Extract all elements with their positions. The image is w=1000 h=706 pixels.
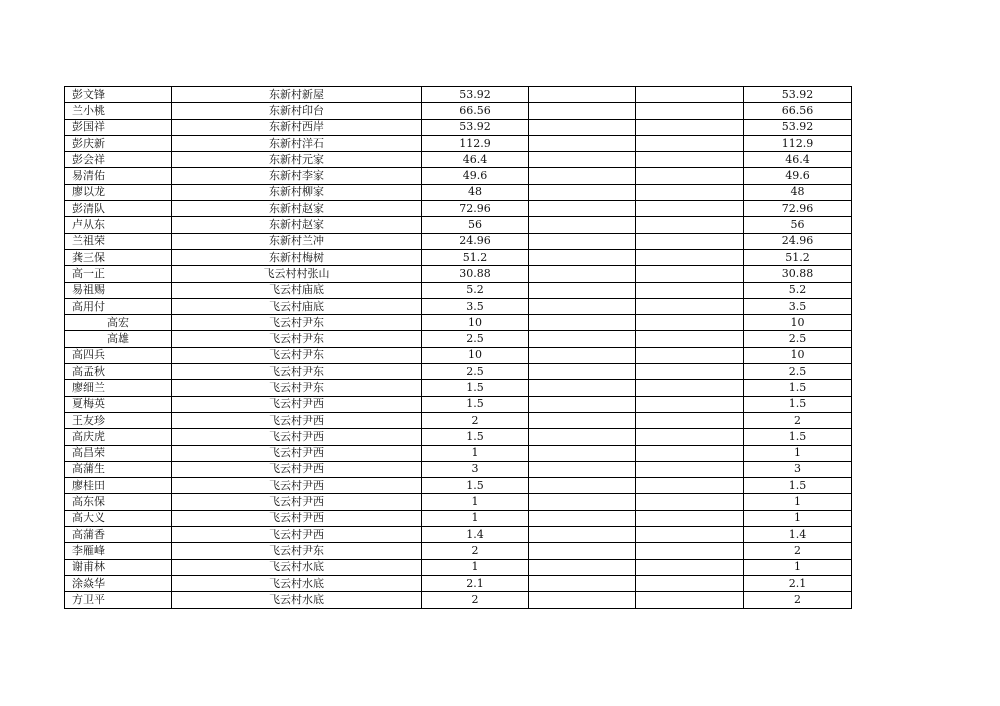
total-cell: 2.1	[744, 575, 852, 591]
table-row	[65, 494, 852, 510]
empty-cell	[529, 184, 636, 200]
total-cell: 56	[744, 217, 852, 233]
table-row	[65, 184, 852, 200]
table-row	[65, 201, 852, 217]
empty-cell	[529, 331, 636, 347]
empty-cell	[529, 233, 636, 249]
name-cell: 彭会祥	[65, 152, 172, 168]
table-row	[65, 347, 852, 363]
empty-cell	[636, 347, 744, 363]
empty-cell	[636, 494, 744, 510]
total-cell: 3.5	[744, 298, 852, 314]
table-row	[65, 282, 852, 298]
total-cell: 48	[744, 184, 852, 200]
table-row	[65, 445, 852, 461]
table-row	[65, 396, 852, 412]
table-row	[65, 119, 852, 135]
empty-cell	[636, 233, 744, 249]
empty-cell	[636, 87, 744, 103]
location-cell: 飞云村庙底	[172, 298, 422, 314]
total-cell: 112.9	[744, 135, 852, 151]
total-cell: 2	[744, 412, 852, 428]
empty-cell	[529, 217, 636, 233]
name-cell: 高宏	[65, 315, 172, 331]
total-cell: 10	[744, 347, 852, 363]
amount-cell: 66.56	[422, 103, 529, 119]
location-cell: 东新村印台	[172, 103, 422, 119]
name-cell: 高东保	[65, 494, 172, 510]
amount-cell: 2.5	[422, 364, 529, 380]
empty-cell	[636, 592, 744, 608]
name-cell: 涂焱华	[65, 575, 172, 591]
location-cell: 飞云村尹东	[172, 347, 422, 363]
empty-cell	[636, 559, 744, 575]
location-cell: 飞云村尹西	[172, 445, 422, 461]
empty-cell	[529, 347, 636, 363]
empty-cell	[529, 478, 636, 494]
total-cell: 3	[744, 461, 852, 477]
empty-cell	[529, 461, 636, 477]
location-cell: 飞云村村张山	[172, 266, 422, 282]
location-cell: 飞云村水底	[172, 575, 422, 591]
total-cell: 49.6	[744, 168, 852, 184]
empty-cell	[529, 592, 636, 608]
amount-cell: 10	[422, 347, 529, 363]
name-cell: 廖以龙	[65, 184, 172, 200]
table-row	[65, 527, 852, 543]
name-cell: 高昌荣	[65, 445, 172, 461]
location-cell: 东新村柳家	[172, 184, 422, 200]
empty-cell	[529, 380, 636, 396]
amount-cell: 1.5	[422, 429, 529, 445]
amount-cell: 24.96	[422, 233, 529, 249]
table-row	[65, 217, 852, 233]
location-cell: 东新村新屋	[172, 87, 422, 103]
location-cell: 东新村梅树	[172, 249, 422, 265]
name-cell: 夏梅英	[65, 396, 172, 412]
location-cell: 飞云村庙底	[172, 282, 422, 298]
amount-cell: 46.4	[422, 152, 529, 168]
empty-cell	[529, 135, 636, 151]
amount-cell: 2	[422, 412, 529, 428]
total-cell: 1.5	[744, 380, 852, 396]
name-cell: 高庆虎	[65, 429, 172, 445]
location-cell: 飞云村尹西	[172, 396, 422, 412]
location-cell: 东新村兰冲	[172, 233, 422, 249]
total-cell: 24.96	[744, 233, 852, 249]
table-row	[65, 315, 852, 331]
empty-cell	[529, 559, 636, 575]
total-cell: 72.96	[744, 201, 852, 217]
name-cell: 廖桂田	[65, 478, 172, 494]
empty-cell	[529, 412, 636, 428]
name-cell: 高一正	[65, 266, 172, 282]
empty-cell	[636, 282, 744, 298]
empty-cell	[529, 282, 636, 298]
amount-cell: 1	[422, 559, 529, 575]
empty-cell	[636, 184, 744, 200]
amount-cell: 2	[422, 543, 529, 559]
empty-cell	[529, 249, 636, 265]
amount-cell: 49.6	[422, 168, 529, 184]
name-cell: 李雁峰	[65, 543, 172, 559]
empty-cell	[529, 575, 636, 591]
empty-cell	[636, 380, 744, 396]
table-row	[65, 135, 852, 151]
empty-cell	[529, 103, 636, 119]
table-row	[65, 559, 852, 575]
name-cell: 高用付	[65, 298, 172, 314]
empty-cell	[636, 315, 744, 331]
amount-cell: 72.96	[422, 201, 529, 217]
amount-cell: 1	[422, 510, 529, 526]
empty-cell	[636, 217, 744, 233]
location-cell: 飞云村尹西	[172, 478, 422, 494]
amount-cell: 1	[422, 445, 529, 461]
total-cell: 2	[744, 543, 852, 559]
data-table	[64, 86, 852, 609]
empty-cell	[529, 298, 636, 314]
amount-cell: 2.5	[422, 331, 529, 347]
amount-cell: 48	[422, 184, 529, 200]
amount-cell: 112.9	[422, 135, 529, 151]
empty-cell	[636, 445, 744, 461]
empty-cell	[636, 103, 744, 119]
empty-cell	[636, 135, 744, 151]
empty-cell	[636, 152, 744, 168]
name-cell: 卢从东	[65, 217, 172, 233]
table-body	[65, 87, 852, 609]
table-row	[65, 429, 852, 445]
name-cell: 彭清队	[65, 201, 172, 217]
total-cell: 1	[744, 445, 852, 461]
table-row	[65, 87, 852, 103]
table-row	[65, 412, 852, 428]
location-cell: 飞云村尹东	[172, 543, 422, 559]
total-cell: 1.5	[744, 396, 852, 412]
amount-cell: 1.4	[422, 527, 529, 543]
empty-cell	[636, 201, 744, 217]
name-cell: 易清佑	[65, 168, 172, 184]
total-cell: 53.92	[744, 119, 852, 135]
location-cell: 飞云村尹东	[172, 364, 422, 380]
empty-cell	[529, 201, 636, 217]
name-cell: 谢甫林	[65, 559, 172, 575]
empty-cell	[636, 364, 744, 380]
location-cell: 飞云村尹东	[172, 380, 422, 396]
amount-cell: 1	[422, 494, 529, 510]
amount-cell: 1.5	[422, 478, 529, 494]
name-cell: 方卫平	[65, 592, 172, 608]
table-row	[65, 152, 852, 168]
amount-cell: 53.92	[422, 87, 529, 103]
empty-cell	[636, 298, 744, 314]
total-cell: 2.5	[744, 364, 852, 380]
empty-cell	[636, 510, 744, 526]
location-cell: 飞云村尹东	[172, 331, 422, 347]
table-row	[65, 543, 852, 559]
empty-cell	[529, 364, 636, 380]
total-cell: 53.92	[744, 87, 852, 103]
empty-cell	[529, 315, 636, 331]
empty-cell	[636, 266, 744, 282]
amount-cell: 1.5	[422, 380, 529, 396]
table-row	[65, 233, 852, 249]
total-cell: 66.56	[744, 103, 852, 119]
location-cell: 东新村元家	[172, 152, 422, 168]
location-cell: 飞云村水底	[172, 592, 422, 608]
location-cell: 飞云村尹西	[172, 510, 422, 526]
empty-cell	[636, 412, 744, 428]
location-cell: 飞云村尹西	[172, 494, 422, 510]
empty-cell	[529, 87, 636, 103]
amount-cell: 53.92	[422, 119, 529, 135]
location-cell: 东新村赵家	[172, 217, 422, 233]
total-cell: 2.5	[744, 331, 852, 347]
table-row	[65, 298, 852, 314]
location-cell: 飞云村尹东	[172, 315, 422, 331]
name-cell: 兰祖荣	[65, 233, 172, 249]
name-cell: 王友珍	[65, 412, 172, 428]
total-cell: 2	[744, 592, 852, 608]
empty-cell	[636, 461, 744, 477]
empty-cell	[529, 429, 636, 445]
amount-cell: 2.1	[422, 575, 529, 591]
total-cell: 1	[744, 510, 852, 526]
location-cell: 东新村西岸	[172, 119, 422, 135]
location-cell: 飞云村尹西	[172, 429, 422, 445]
empty-cell	[529, 510, 636, 526]
empty-cell	[529, 543, 636, 559]
name-cell: 廖细兰	[65, 380, 172, 396]
name-cell: 高蒲香	[65, 527, 172, 543]
table-row	[65, 510, 852, 526]
empty-cell	[636, 396, 744, 412]
table-row	[65, 364, 852, 380]
location-cell: 东新村李家	[172, 168, 422, 184]
table-row	[65, 266, 852, 282]
name-cell: 兰小桃	[65, 103, 172, 119]
total-cell: 30.88	[744, 266, 852, 282]
empty-cell	[636, 429, 744, 445]
total-cell: 1	[744, 494, 852, 510]
empty-cell	[636, 478, 744, 494]
name-cell: 彭庆新	[65, 135, 172, 151]
location-cell: 飞云村尹西	[172, 412, 422, 428]
total-cell: 1	[744, 559, 852, 575]
table-row	[65, 575, 852, 591]
amount-cell: 10	[422, 315, 529, 331]
amount-cell: 2	[422, 592, 529, 608]
amount-cell: 1.5	[422, 396, 529, 412]
empty-cell	[636, 575, 744, 591]
name-cell: 高孟秋	[65, 364, 172, 380]
total-cell: 5.2	[744, 282, 852, 298]
table-row	[65, 249, 852, 265]
location-cell: 飞云村尹西	[172, 527, 422, 543]
table-row	[65, 331, 852, 347]
amount-cell: 30.88	[422, 266, 529, 282]
table-row	[65, 592, 852, 608]
total-cell: 1.5	[744, 429, 852, 445]
name-cell: 高雄	[65, 331, 172, 347]
empty-cell	[636, 119, 744, 135]
empty-cell	[529, 494, 636, 510]
empty-cell	[636, 168, 744, 184]
table-row	[65, 103, 852, 119]
location-cell: 东新村洋石	[172, 135, 422, 151]
empty-cell	[636, 331, 744, 347]
table-row	[65, 461, 852, 477]
name-cell: 龚三保	[65, 249, 172, 265]
amount-cell: 56	[422, 217, 529, 233]
amount-cell: 51.2	[422, 249, 529, 265]
empty-cell	[529, 445, 636, 461]
total-cell: 1.4	[744, 527, 852, 543]
name-cell: 彭国祥	[65, 119, 172, 135]
amount-cell: 3	[422, 461, 529, 477]
table-row	[65, 168, 852, 184]
total-cell: 51.2	[744, 249, 852, 265]
name-cell: 高蒲生	[65, 461, 172, 477]
name-cell: 彭文锋	[65, 87, 172, 103]
empty-cell	[529, 152, 636, 168]
name-cell: 高四兵	[65, 347, 172, 363]
empty-cell	[636, 249, 744, 265]
location-cell: 飞云村水底	[172, 559, 422, 575]
amount-cell: 3.5	[422, 298, 529, 314]
amount-cell: 5.2	[422, 282, 529, 298]
empty-cell	[636, 527, 744, 543]
empty-cell	[529, 266, 636, 282]
total-cell: 46.4	[744, 152, 852, 168]
name-cell: 易祖赐	[65, 282, 172, 298]
table-row	[65, 478, 852, 494]
total-cell: 10	[744, 315, 852, 331]
name-cell: 高大义	[65, 510, 172, 526]
location-cell: 飞云村尹西	[172, 461, 422, 477]
total-cell: 1.5	[744, 478, 852, 494]
empty-cell	[529, 119, 636, 135]
table-row	[65, 380, 852, 396]
location-cell: 东新村赵家	[172, 201, 422, 217]
empty-cell	[529, 527, 636, 543]
empty-cell	[529, 168, 636, 184]
empty-cell	[529, 396, 636, 412]
empty-cell	[636, 543, 744, 559]
